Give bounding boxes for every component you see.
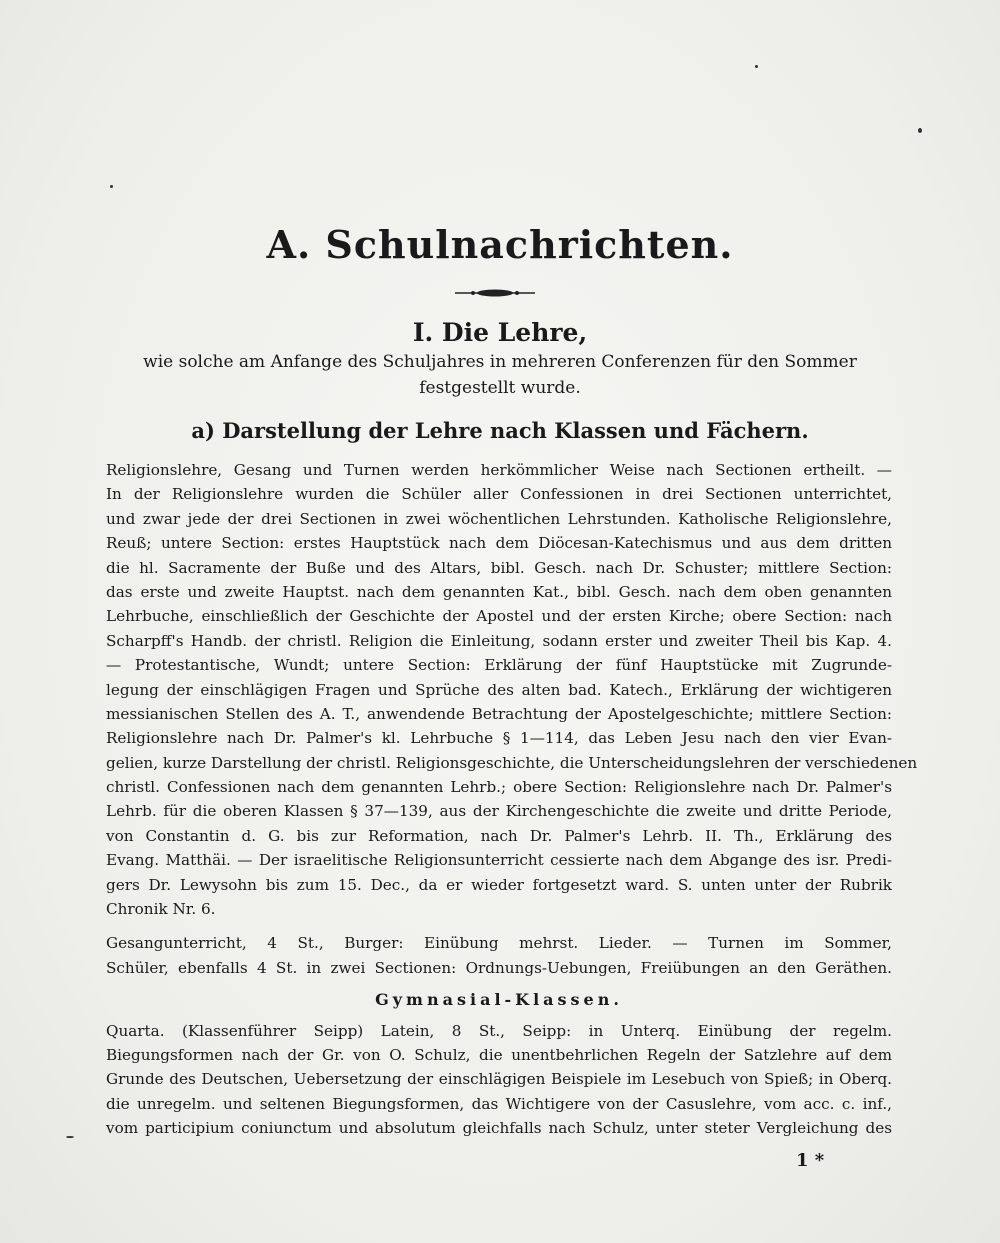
text-line: Evang. Matthäi. — Der israelitische Religionsunterricht cessierte nach dem Abgange des isr. Predi- xyxy=(106,851,892,870)
text-line: die hl. Sacramente der Buße und des Altars, bibl. Gesch. nach Dr. Schuster; mittlere Section: xyxy=(106,558,892,577)
text-line: Religionslehre, Gesang und Turnen werden herkömmlicher Weise nach Sectionen ertheilt. — xyxy=(106,461,892,479)
subsection-heading: a) Darstellung der Lehre nach Klassen und Fächern. xyxy=(191,418,809,443)
text-line: Biegungsformen nach der Gr. von O. Schulz, die unentbehrlichen Regeln der Satzlehre auf dem xyxy=(106,1045,892,1064)
ornament-divider xyxy=(455,288,535,298)
text-line: von Constantin d. G. bis zur Reformation, nach Dr. Palmer's Lehrb. II. Th., Erklärung des xyxy=(106,826,892,845)
text-line: Lehrb. für die oberen Klassen § 37—139, aus der Kirchengeschichte die zweite und dritte Periode, xyxy=(106,802,892,821)
text-line: vom participium coniunctum und absolutum gleichfalls nach Schulz, unter steter Vergleichung des xyxy=(106,1119,892,1138)
text-line: gelien, kurze Darstellung der christl. Religionsgeschichte, die Unterscheidungslehren der verschiedenen xyxy=(106,753,918,772)
section-subtitle-1: wie solche am Anfange des Schuljahres in mehreren Conferenzen für den Sommer xyxy=(143,352,857,372)
body-text xyxy=(106,458,918,1141)
text-line: gers Dr. Lewysohn bis zum 15. Dec., da er wieder fortgesetzt ward. S. unten unter der Rubrik xyxy=(106,875,892,894)
text-line: Schüler, ebenfalls 4 St. in zwei Sectionen: Ordnungs-Uebungen, Freiübungen an den Geräthen. xyxy=(106,958,892,977)
text-line: und zwar jede der drei Sectionen in zwei wöchentlichen Lehrstunden. Katholische Religionslehre, xyxy=(106,509,892,528)
text-line: In der Religionslehre wurden die Schüler aller Confessionen in drei Sectionen unterrichtet, xyxy=(106,485,892,504)
text-line: die unregelm. und seltenen Biegungsformen, das Wichtigere von der Casuslehre, vom acc. c. inf., xyxy=(106,1094,892,1113)
text-line: messianischen Stellen des A. T., anwendende Betrachtung der Apostelgeschichte; mittlere Section: xyxy=(106,704,892,723)
text-line: Religionslehre nach Dr. Palmer's kl. Lehrbuche § 1—114, das Leben Jesu nach den vier Evan- xyxy=(106,729,892,748)
section-subtitle-2: festgestellt wurde. xyxy=(419,378,581,398)
ink-speck xyxy=(66,1136,74,1138)
gymnasial-heading: Gymnasial-Klassen. xyxy=(375,990,623,1010)
ink-speck xyxy=(110,185,113,188)
text-line: Lehrbuche, einschließlich der Geschichte der Apostel und der ersten Kirche; obere Section: nach xyxy=(106,607,892,626)
text-line: legung der einschlägigen Fragen und Sprüche des alten bad. Katech., Erklärung der wichtigeren xyxy=(106,680,892,699)
text-line: — Protestantische, Wundt; untere Section: Erklärung der fünf Hauptstücke mit Zugrunde- xyxy=(106,656,892,675)
section-heading: I. Die Lehre, xyxy=(412,318,588,347)
page-number: 1 * xyxy=(796,1150,825,1171)
ink-speck xyxy=(918,128,922,133)
text-line: Quarta. (Klassenführer Seipp) Latein, 8 St., Seipp: in Unterq. Einübung der regelm. xyxy=(106,1021,892,1040)
text-line: Chronik Nr. 6. xyxy=(106,900,216,919)
text-line: Gesangunterricht, 4 St., Burger: Einübung mehrst. Lieder. — Turnen im Sommer, xyxy=(106,934,892,953)
page-title: A. Schulnachrichten. xyxy=(266,222,734,267)
text-line: christl. Confessionen nach dem genannten Lehrb.; obere Section: Religionslehre nach Dr. Palmer's xyxy=(106,778,892,797)
text-line: Grunde des Deutschen, Uebersetzung der einschlägigen Beispiele im Lesebuch von Spieß; in Oberq. xyxy=(106,1070,892,1089)
ink-speck xyxy=(755,65,758,68)
text-line: Reuß; untere Section: erstes Hauptstück nach dem Diöcesan-Katechismus und aus dem dritten xyxy=(106,534,892,553)
text-line: das erste und zweite Hauptst. nach dem genannten Kat., bibl. Gesch. nach dem oben genannten xyxy=(106,582,892,601)
text-line: Scharpff's Handb. der christl. Religion die Einleitung, sodann erster und zweiter Theil bis Kap. 4. xyxy=(106,631,892,650)
